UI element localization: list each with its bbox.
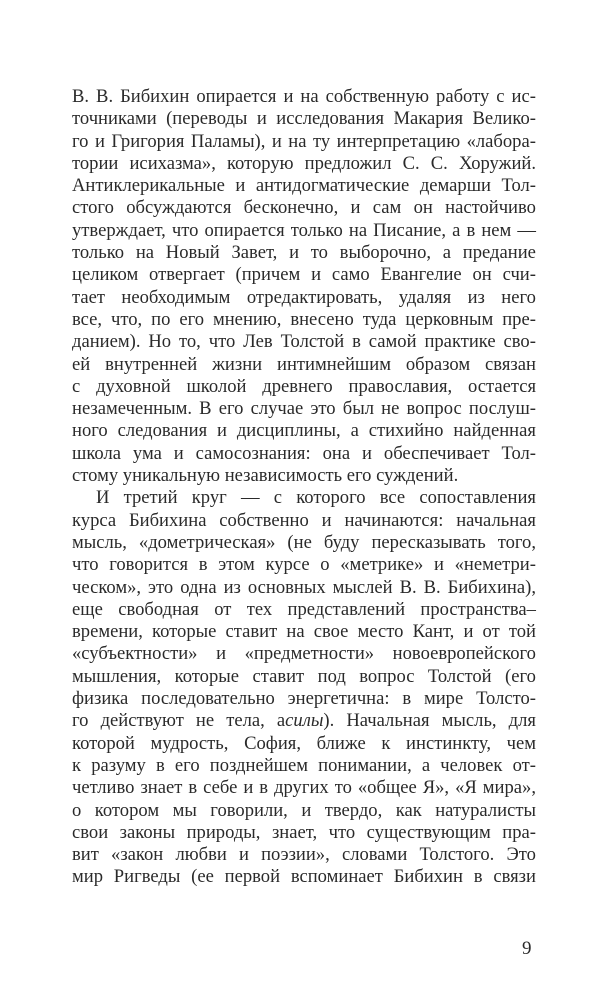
text-line: тории исихазма», которую предложил С. С. Хоружий. [72, 152, 536, 174]
text-line: четливо знает в себе и в других то «общее Я», «Я мира», [72, 777, 536, 799]
text-line: которой мудрость, София, ближе к инстинкту, чем [72, 732, 536, 754]
text-line: ей внутренней жизни интимнейшим образом связан [72, 353, 536, 375]
text-line: вит «закон любви и поэзии», словами Толстого. Это [72, 844, 536, 866]
text-line: мир Ригведы (ее первой вспоминает Бибихин в связи [72, 866, 536, 888]
text-line: свои законы природы, знает, что существующим пра- [72, 821, 536, 843]
paragraph [72, 487, 536, 888]
text-line: незамеченным. В его случае это был не вопрос послуш- [72, 398, 536, 420]
text-line: тает необходимым отредактировать, удаляя из него [72, 286, 536, 308]
text-line: го действуют не тела, асилы). Начальная мысль, для [72, 710, 536, 732]
text-line: что говорится в этом курсе о «метрике» и «неметри- [72, 554, 536, 576]
page-number: 9 [522, 938, 532, 959]
text-line: «субъектности» и «предметности» новоевропейского [72, 643, 536, 665]
text-line: точниками (переводы и исследования Макария Велико- [72, 108, 536, 130]
text-line: с духовной школой древнего православия, остается [72, 375, 536, 397]
text-line: к разуму в его позднейшем понимании, а человек от- [72, 754, 536, 776]
text-line: ческом», это одна из основных мыслей В. В. Бибихина), [72, 576, 536, 598]
text-line: стого обсуждаются бесконечно, и сам он настойчиво [72, 197, 536, 219]
text-line: мысль, «дометрическая» (не буду пересказывать того, [72, 531, 536, 553]
text-line: школа ума и самосознания: она и обеспечивает Тол- [72, 442, 536, 464]
text-line: все, что, по его мнению, внесено туда церковным пре- [72, 308, 536, 330]
text-line: В. В. Бибихин опирается и на собственную работу с ис- [72, 86, 536, 107]
text-line: только на Новый Завет, и то выборочно, а предание [72, 242, 536, 264]
paragraph [72, 86, 536, 487]
text-line: курса Бибихина собственно и начинаются: начальная [72, 509, 536, 531]
text-line: утверждает, что опирается только на Писание, а в нем — [72, 219, 536, 241]
text-line: данием). Но то, что Лев Толстой в самой практике сво- [72, 331, 536, 353]
page-body [72, 86, 536, 889]
text-line: времени, которые ставит на свое место Кант, и от той [72, 621, 536, 643]
text-line: стому уникальную независимость его суждений. [72, 465, 459, 487]
text-line: И третий круг — с которого все сопоставления [96, 487, 536, 509]
text-line: целиком отвергает (причем и само Евангелие он счи- [72, 264, 536, 286]
text-line: физика последовательно энергетична: в мире Толсто- [72, 688, 536, 710]
text-line: еще свободная от тех представлений пространства– [72, 598, 536, 620]
text-line: ного следования и дисциплины, а стихийно найденная [72, 420, 536, 442]
text-line: го и Григория Паламы), и на ту интерпретацию «лабора- [72, 130, 536, 152]
text-line: мышления, которые ставит под вопрос Толстой (его [72, 665, 536, 687]
text-line: о котором мы говорили, и твердо, как натуралисты [72, 799, 536, 821]
text-line: Антиклерикальные и антидогматические демарши Тол- [72, 175, 536, 197]
